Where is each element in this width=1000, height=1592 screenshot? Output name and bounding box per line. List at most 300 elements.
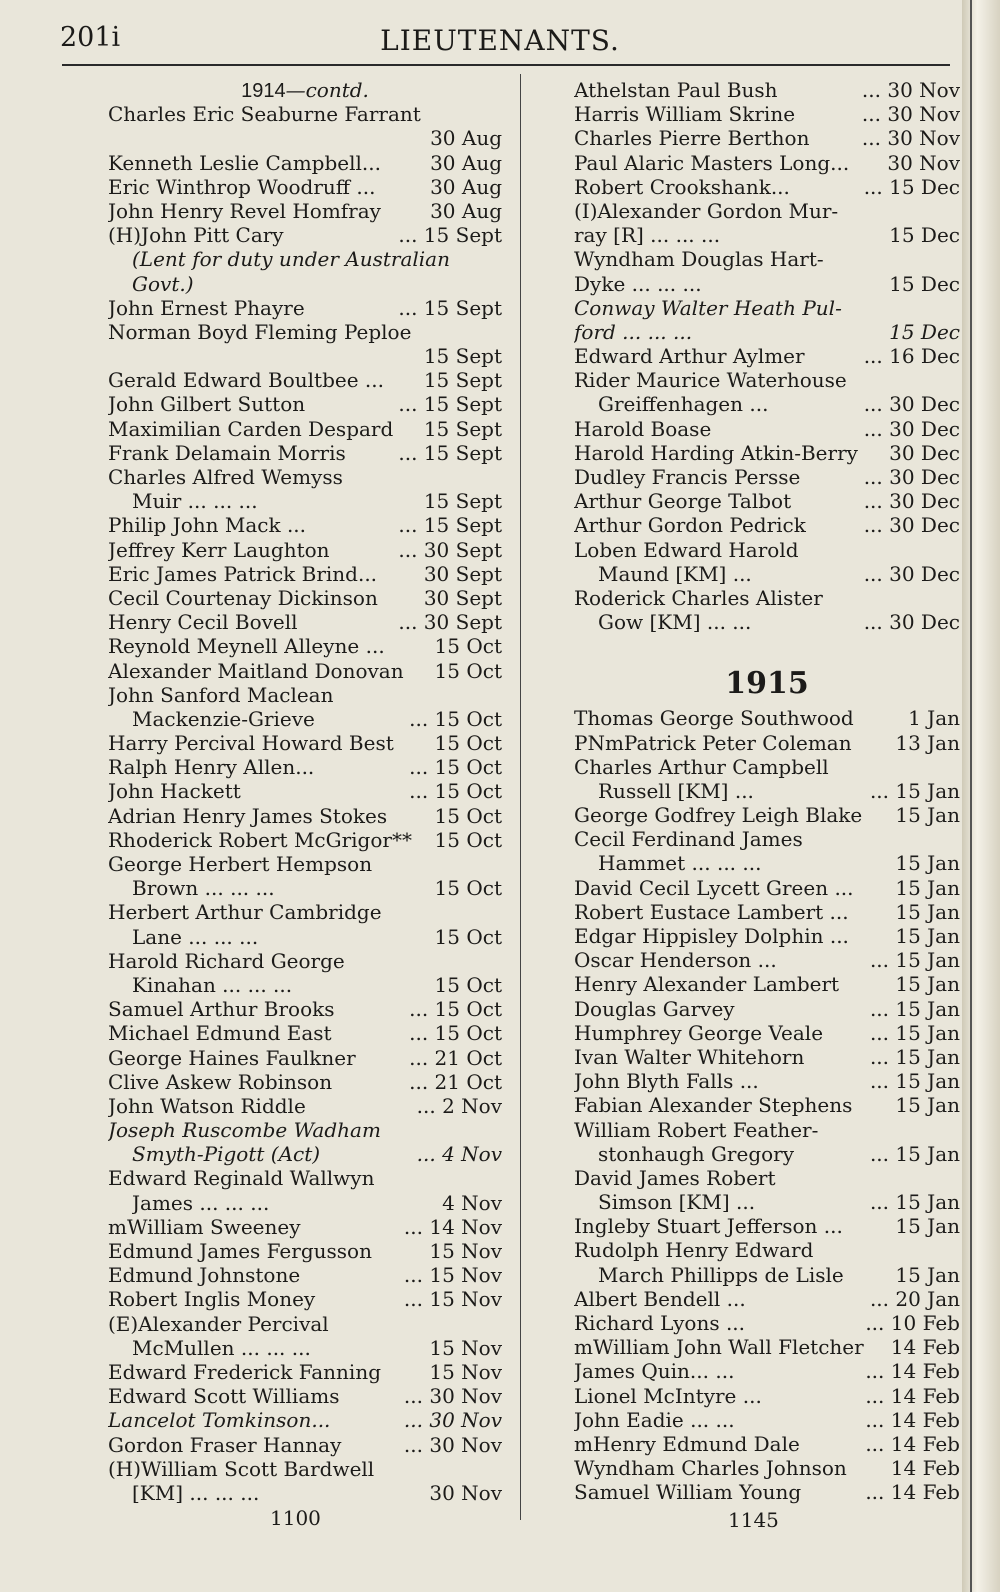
entry-date: 30 Aug — [430, 126, 502, 151]
list-item — [108, 247, 502, 271]
entry-name: Muir ... ... ... — [132, 489, 258, 514]
entry-name: Eric James Patrick Brind... — [108, 561, 378, 586]
entry-name: PNmPatrick Peter Coleman — [574, 730, 852, 755]
list-item — [108, 1046, 502, 1070]
entry-name: Jeffrey Kerr Laughton — [108, 537, 330, 562]
list-item — [574, 392, 960, 416]
list-item — [574, 1190, 960, 1214]
list-item — [574, 247, 960, 271]
list-item — [108, 296, 502, 320]
entry-name: Rider Maurice Waterhouse — [574, 368, 847, 393]
entry-name: (I)Alexander Gordon Mur- — [574, 198, 839, 223]
entry-date: ... 30 Nov — [861, 102, 960, 127]
entry-name: ford ... ... ... — [574, 319, 693, 344]
entry-date: 14 Feb — [890, 1456, 960, 1481]
entry-name: Lionel McIntyre ... — [574, 1383, 762, 1408]
entry-name: Thomas George Southwood — [574, 706, 854, 731]
entry-date: ... 21 Oct — [409, 1045, 502, 1070]
list-item — [574, 296, 960, 320]
entry-date: 4 Nov — [442, 1190, 502, 1215]
entry-date: ... 15 Oct — [409, 755, 502, 780]
entry-name: Mackenzie-Grieve — [132, 706, 315, 731]
list-item — [108, 900, 502, 924]
entry-date: ... 15 Jan — [869, 996, 960, 1021]
entry-date: 30 Sept — [423, 585, 502, 610]
entry-date: ... 20 Jan — [869, 1286, 960, 1311]
entry-name: Govt.) — [132, 271, 194, 296]
entry-date: ... 15 Jan — [869, 1190, 960, 1215]
list-item — [108, 1142, 502, 1166]
list-item — [574, 1045, 960, 1069]
list-item — [108, 1433, 502, 1457]
entry-date: ... 14 Nov — [403, 1214, 502, 1239]
list-item — [574, 1069, 960, 1093]
list-item — [108, 320, 502, 344]
list-item — [574, 1311, 960, 1335]
list-item — [574, 1142, 960, 1166]
year-label: 1914 — [241, 80, 286, 102]
list-item — [108, 223, 502, 247]
right-footer: 1145 — [728, 1508, 779, 1532]
entry-name: George Haines Faulkner — [108, 1045, 356, 1070]
left-entry-list — [108, 102, 502, 1505]
entry-name: Athelstan Paul Bush — [574, 78, 778, 102]
list-item — [108, 1118, 502, 1142]
entry-date: ... 30 Dec — [863, 489, 960, 514]
entry-name: March Phillipps de Lisle — [598, 1262, 844, 1287]
entry-name: Edward Frederick Fanning — [108, 1359, 381, 1384]
entry-date: 15 Dec — [889, 319, 960, 344]
list-item — [574, 779, 960, 803]
entry-name: Maund [KM] ... — [598, 561, 752, 586]
list-item — [108, 659, 502, 683]
entry-name: Conway Walter Heath Pul- — [574, 295, 842, 320]
list-item — [574, 1408, 960, 1432]
list-item — [574, 1118, 960, 1142]
entry-name: Fabian Alexander Stephens — [574, 1093, 853, 1118]
entry-name: Edmund James Fergusson — [108, 1239, 372, 1263]
entry-date: ... 15 Oct — [409, 997, 502, 1022]
entry-date: ... 15 Jan — [869, 1020, 960, 1045]
list-item — [574, 199, 960, 223]
list-item — [574, 924, 960, 948]
entry-date: 15 Oct — [434, 876, 502, 901]
entry-name: David James Robert — [574, 1165, 776, 1190]
list-item — [108, 755, 502, 779]
list-item — [108, 1263, 502, 1287]
entry-date: 15 Oct — [434, 924, 502, 949]
list-item — [108, 126, 502, 150]
entry-date: ... 30 Sept — [398, 610, 502, 635]
entry-date: 15 Sept — [423, 489, 502, 514]
list-item — [574, 972, 960, 996]
list-item — [574, 562, 960, 586]
entry-date: ... 30 Nov — [403, 1384, 502, 1409]
list-item — [574, 489, 960, 513]
entry-name: Norman Boyd Fleming Peploe — [108, 319, 412, 344]
entry-name: Gerald Edward Boultbee ... — [108, 368, 384, 393]
list-item — [574, 851, 960, 875]
header-rule — [62, 64, 950, 66]
entry-date: ... 30 Dec — [863, 465, 960, 489]
list-item — [574, 1480, 960, 1504]
list-item — [574, 1263, 960, 1287]
entry-date: 30 Nov — [887, 150, 960, 175]
entry-name: Gordon Fraser Hannay — [108, 1432, 342, 1457]
entry-name: Henry Cecil Bovell — [108, 610, 298, 635]
entry-date: 14 Feb — [890, 1335, 960, 1360]
entry-date: 15 Oct — [434, 658, 502, 683]
entry-name: Paul Alaric Masters Long... — [574, 150, 850, 175]
entry-date: 15 Nov — [429, 1335, 502, 1360]
list-item — [574, 175, 960, 199]
entry-date: ... 21 Oct — [409, 1069, 502, 1094]
list-item — [108, 1287, 502, 1311]
list-item — [574, 1238, 960, 1262]
entry-name: Rudolph Henry Edward — [574, 1238, 814, 1263]
entry-name: Simson [KM] ... — [598, 1190, 756, 1215]
entry-name: John Watson Riddle — [108, 1093, 306, 1118]
entry-date: 15 Jan — [895, 1093, 960, 1118]
entry-name: Robert Crookshank... — [574, 174, 790, 199]
entry-date: ... 30 Nov — [861, 78, 960, 102]
entry-name: Wyndham Charles Johnson — [574, 1456, 847, 1481]
entry-name: Robert Eustace Lambert ... — [574, 899, 849, 924]
list-item — [574, 610, 960, 634]
entry-date: ... 30 Dec — [863, 392, 960, 417]
list-item — [574, 876, 960, 900]
entry-date: 30 Aug — [430, 174, 502, 199]
list-item — [574, 126, 960, 150]
entry-name: James ... ... ... — [132, 1190, 270, 1215]
entry-date: 15 Nov — [429, 1239, 502, 1263]
list-item — [574, 223, 960, 247]
list-item — [108, 586, 502, 610]
page-edge-line — [970, 0, 972, 1592]
list-item — [574, 1456, 960, 1480]
entry-name: ray [R] ... ... ... — [574, 223, 721, 248]
entry-name: Wyndham Douglas Hart- — [574, 247, 824, 272]
entry-date: ... 15 Sept — [398, 440, 502, 465]
entry-name: Arthur Gordon Pedrick — [574, 513, 806, 538]
entry-date: 30 Sept — [423, 561, 502, 586]
entry-name: Greiffenhagen ... — [598, 392, 769, 417]
entry-date: 15 Dec — [889, 223, 960, 248]
list-item — [574, 513, 960, 537]
entry-date: ... 4 Nov — [416, 1142, 502, 1167]
list-item — [574, 755, 960, 779]
list-item — [108, 151, 502, 175]
entry-name: Hammet ... ... ... — [598, 851, 762, 876]
entry-name: John Ernest Phayre — [108, 295, 305, 320]
entry-date: ... 15 Sept — [398, 295, 502, 320]
entry-date: 30 Nov — [429, 1480, 502, 1505]
list-item — [108, 852, 502, 876]
entry-date: ... 2 Nov — [416, 1093, 502, 1118]
entry-date: ... 15 Jan — [869, 948, 960, 973]
entry-name: Clive Askew Robinson — [108, 1069, 333, 1094]
entry-date: ... 14 Feb — [865, 1383, 960, 1408]
list-item — [574, 441, 960, 465]
list-item — [108, 562, 502, 586]
entry-name: Henry Alexander Lambert — [574, 972, 840, 997]
list-item — [574, 102, 960, 126]
entry-date: ... 15 Nov — [403, 1287, 502, 1312]
list-item — [574, 803, 960, 827]
list-item — [108, 1094, 502, 1118]
list-item — [108, 973, 502, 997]
list-item — [108, 707, 502, 731]
entry-date: 15 Jan — [895, 972, 960, 997]
entry-name: (H)John Pitt Cary — [108, 223, 284, 248]
entry-date: ... 15 Jan — [869, 778, 960, 803]
list-item — [108, 610, 502, 634]
entry-date: ... 30 Dec — [863, 610, 960, 635]
entry-name: Maximilian Carden Despard — [108, 416, 394, 441]
entry-name: Harold Boase — [574, 416, 712, 441]
entry-date: 15 Jan — [895, 803, 960, 828]
list-item — [108, 368, 502, 392]
list-item — [108, 1457, 502, 1481]
entry-name: stonhaugh Gregory — [598, 1141, 795, 1166]
entry-date: 15 Oct — [434, 827, 502, 852]
list-item — [108, 683, 502, 707]
list-item — [108, 175, 502, 199]
entry-date: 15 Oct — [434, 972, 502, 997]
year-suffix: —contd. — [285, 78, 369, 102]
entry-date: ... 30 Dec — [863, 416, 960, 441]
entry-name: Harold Harding Atkin-Berry — [574, 440, 858, 465]
list-item — [108, 344, 502, 368]
entry-name: Dyke ... ... ... — [574, 271, 702, 296]
entry-name: Dudley Francis Persse — [574, 465, 801, 489]
entry-name: John Gilbert Sutton — [108, 392, 306, 417]
entry-date: ... 14 Feb — [865, 1480, 960, 1505]
list-item — [574, 78, 960, 102]
entry-name: Edward Arthur Aylmer — [574, 344, 805, 369]
list-item — [108, 1384, 502, 1408]
list-item — [108, 1166, 502, 1190]
entry-date: ... 15 Oct — [409, 1021, 502, 1046]
list-item — [108, 272, 502, 296]
entry-name: Loben Edward Harold — [574, 537, 799, 562]
entry-name: Edward Reginald Wallwyn — [108, 1166, 375, 1191]
list-item — [108, 949, 502, 973]
entry-name: Cecil Courtenay Dickinson — [108, 585, 378, 610]
entry-name: Gow [KM] ... ... — [598, 610, 752, 635]
entry-name: John Eadie ... ... — [574, 1407, 735, 1432]
entry-name: Eric Winthrop Woodruff ... — [108, 174, 376, 199]
entry-name: Harris William Skrine — [574, 102, 796, 127]
entry-date: 15 Dec — [889, 271, 960, 296]
entry-name: Charles Eric Seaburne Farrant — [108, 102, 421, 127]
entry-name: (H)William Scott Bardwell — [108, 1456, 375, 1481]
entry-date: 15 Jan — [895, 924, 960, 948]
list-item — [574, 1287, 960, 1311]
entry-name: John Hackett — [108, 779, 241, 804]
list-item — [574, 1214, 960, 1238]
entry-name: Harry Percival Howard Best — [108, 731, 394, 756]
entry-name: Harold Richard George — [108, 948, 345, 973]
list-item — [108, 1312, 502, 1336]
left-footer: 1100 — [270, 1506, 321, 1530]
entry-name: Ingleby Stuart Jefferson ... — [574, 1214, 843, 1239]
right-top-entry-list — [574, 78, 960, 634]
entry-name: Frank Delamain Morris — [108, 440, 346, 465]
entry-name: Charles Alfred Wemyss — [108, 465, 343, 489]
list-item — [108, 779, 502, 803]
entry-name: Robert Inglis Money — [108, 1287, 316, 1312]
list-item — [108, 731, 502, 755]
entry-name: Albert Bendell ... — [574, 1286, 746, 1311]
entry-date: ... 14 Feb — [865, 1431, 960, 1456]
entry-date: ... 15 Jan — [869, 1069, 960, 1094]
list-item — [108, 392, 502, 416]
entry-name: mWilliam John Wall Fletcher — [574, 1335, 864, 1360]
left-year-heading — [108, 78, 502, 102]
list-item — [574, 368, 960, 392]
entry-name: Herbert Arthur Cambridge — [108, 900, 382, 925]
entry-date: 15 Jan — [895, 899, 960, 924]
list-item — [108, 876, 502, 900]
entry-name: mWilliam Sweeney — [108, 1214, 301, 1239]
entry-name: (Lent for duty under Australian — [132, 247, 450, 272]
list-item — [574, 948, 960, 972]
entry-date: ... 30 Nov — [861, 126, 960, 151]
entry-date: ... 30 Dec — [863, 513, 960, 538]
entry-date: 15 Nov — [429, 1359, 502, 1384]
entry-name: Brown ... ... ... — [132, 876, 275, 901]
list-item — [108, 1336, 502, 1360]
list-item — [108, 417, 502, 441]
entry-name: mHenry Edmund Dale — [574, 1431, 800, 1456]
list-item — [108, 804, 502, 828]
entry-name: Reynold Meynell Alleyne ... — [108, 634, 385, 659]
entry-date: ... 30 Nov — [403, 1432, 502, 1457]
list-item — [574, 1359, 960, 1383]
entry-date: 15 Jan — [895, 875, 960, 900]
list-item — [574, 1021, 960, 1045]
entry-name: (E)Alexander Percival — [108, 1311, 329, 1336]
entry-name: Rhoderick Robert McGrigor** — [108, 827, 412, 852]
entry-name: [KM] ... ... ... — [132, 1480, 260, 1505]
list-item — [108, 828, 502, 852]
entry-date: 30 Dec — [889, 440, 960, 465]
list-item — [574, 465, 960, 489]
list-item — [574, 272, 960, 296]
entry-name: John Sanford Maclean — [108, 682, 334, 707]
entry-name: David Cecil Lycett Green ... — [574, 875, 854, 900]
entry-name: Charles Arthur Campbell — [574, 754, 829, 779]
entry-date: ... 30 Sept — [398, 537, 502, 562]
entry-name: Michael Edmund East — [108, 1021, 332, 1046]
entry-name: William Robert Feather- — [574, 1117, 819, 1142]
entry-name: Samuel William Young — [574, 1480, 802, 1505]
entry-name: Samuel Arthur Brooks — [108, 997, 335, 1022]
entry-date: 15 Sept — [423, 416, 502, 441]
list-item — [574, 320, 960, 344]
entry-name: Lancelot Tomkinson... — [108, 1408, 331, 1433]
entry-date: 15 Jan — [895, 851, 960, 876]
list-item — [108, 1239, 502, 1263]
entry-date: 1 Jan — [908, 706, 960, 731]
entry-name: Richard Lyons ... — [574, 1311, 746, 1335]
list-item — [574, 151, 960, 175]
list-item — [574, 731, 960, 755]
entry-name: Ralph Henry Allen... — [108, 755, 315, 780]
right-column — [574, 78, 960, 1505]
entry-name: Oscar Henderson ... — [574, 948, 777, 973]
entry-name: Kinahan ... ... ... — [132, 972, 293, 997]
list-item — [574, 997, 960, 1021]
list-item — [108, 1191, 502, 1215]
entry-name: Russell [KM] ... — [598, 778, 754, 803]
entry-date: ... 30 Dec — [863, 561, 960, 586]
entry-name: Adrian Henry James Stokes — [108, 803, 388, 828]
list-item — [574, 344, 960, 368]
list-item — [108, 199, 502, 223]
list-item — [574, 1384, 960, 1408]
entry-name: Edmund Johnstone — [108, 1263, 301, 1288]
column-divider — [520, 74, 521, 1520]
list-item — [108, 102, 502, 126]
entry-date: 15 Oct — [434, 634, 502, 659]
entry-date: 15 Sept — [423, 344, 502, 369]
list-item — [574, 417, 960, 441]
entry-date: ... 15 Oct — [409, 779, 502, 804]
entry-date: ... 15 Nov — [403, 1263, 502, 1288]
entry-date: ... 15 Dec — [863, 174, 960, 199]
entry-name: Arthur George Talbot — [574, 489, 792, 514]
entry-name: James Quin... ... — [574, 1359, 735, 1384]
entry-date: 15 Jan — [895, 1214, 960, 1239]
entry-name: Lane ... ... ... — [132, 924, 259, 949]
entry-name: George Herbert Hempson — [108, 852, 373, 876]
list-item — [108, 997, 502, 1021]
entry-name: Humphrey George Veale — [574, 1020, 824, 1045]
list-item — [574, 706, 960, 730]
entry-name: John Blyth Falls ... — [574, 1069, 759, 1094]
left-column — [108, 78, 502, 1505]
entry-name: Alexander Maitland Donovan — [108, 658, 404, 683]
entry-date: ... 16 Dec — [863, 344, 960, 369]
right-bottom-entry-list — [574, 706, 960, 1504]
entry-date: ... 15 Sept — [398, 513, 502, 538]
entry-date: ... 15 Sept — [398, 223, 502, 248]
entry-name: George Godfrey Leigh Blake — [574, 803, 863, 828]
list-item — [108, 441, 502, 465]
entry-date: 15 Oct — [434, 803, 502, 828]
entry-name: John Henry Revel Homfray — [108, 198, 381, 223]
list-item — [108, 634, 502, 658]
entry-date: ... 14 Feb — [865, 1359, 960, 1384]
entry-name: Smyth-Pigott (Act) — [132, 1142, 321, 1167]
entry-date: ... 30 Nov — [403, 1408, 502, 1433]
list-item — [574, 538, 960, 562]
year-1915-heading: 1915 — [725, 666, 809, 702]
list-item — [108, 1408, 502, 1432]
list-item — [108, 465, 502, 489]
entry-name: Charles Pierre Berthon — [574, 126, 810, 151]
list-item — [108, 1360, 502, 1384]
list-item — [108, 489, 502, 513]
entry-date: ... 15 Jan — [869, 1044, 960, 1069]
list-item — [574, 900, 960, 924]
entry-date: ... 14 Feb — [865, 1407, 960, 1432]
entry-name: Douglas Garvey — [574, 996, 735, 1021]
entry-name: Ivan Walter Whitehorn — [574, 1044, 805, 1069]
entry-date: ... 15 Jan — [869, 1141, 960, 1166]
